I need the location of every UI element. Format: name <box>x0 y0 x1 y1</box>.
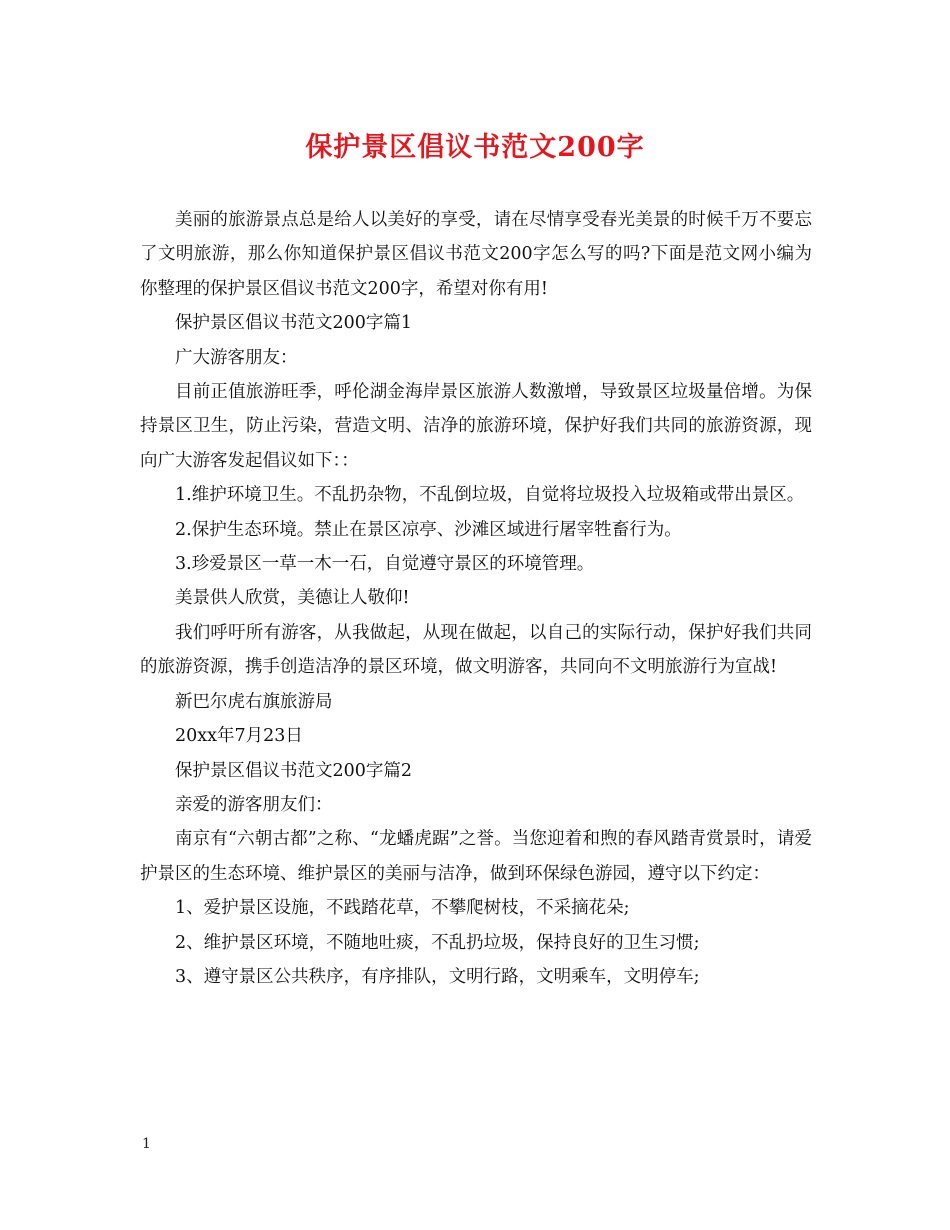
list-item: 2.保护生态环境。禁止在景区凉亭、沙滩区域进行屠宰牲畜行为。 <box>175 519 682 540</box>
body-paragraph: 我们呼吁所有游客，从我做起，从现在做起，以自己的实际行动，保护好我们共同的旅游资源，携手创造洁净的景区环境，做文明游客，共同向不文明旅游行为宣战! <box>140 622 812 678</box>
section-heading-1: 保护景区倡议书范文200字篇1 <box>175 313 413 334</box>
list-item: 1、爱护景区设施，不践踏花草，不攀爬树枝，不采摘花朵; <box>175 898 630 919</box>
list-item: 3.珍爱景区一草一木一石，自觉遵守景区的环境管理。 <box>175 554 595 575</box>
page-number: 1 <box>142 1136 151 1152</box>
body-paragraph: 目前正值旅游旺季，呼伦湖金海岸景区旅游人数激增，导致景区垃圾量倍增。为保持景区卫生，防止污染，营造文明、洁净的旅游环境，保护好我们共同的旅游资源，现向广大游客发起倡议如下：： <box>140 382 812 471</box>
list-item: 3、遵守景区公共秩序，有序排队，文明行路，文明乘车，文明停车; <box>175 966 700 987</box>
salutation-1: 广大游客朋友： <box>175 347 298 368</box>
intro-paragraph: 美丽的旅游景点总是给人以美好的享受，请在尽情享受春光美景的时候千万不要忘了文明旅游，那么你知道保护景区倡议书范文200字怎么写的吗?下面是范文网小编为你整理的保护景区倡议书范文200字，希望对你有用! <box>140 210 812 299</box>
salutation-2: 亲爱的游客朋友们： <box>175 794 333 815</box>
list-item: 2、维护景区环境，不随地吐痰，不乱扔垃圾，保持良好的卫生习惯; <box>175 932 700 953</box>
signature-date: 20xx年7月23日 <box>175 726 303 747</box>
list-item: 1.维护环境卫生。不乱扔杂物，不乱倒垃圾，自觉将垃圾投入垃圾箱或带出景区。 <box>175 485 805 506</box>
signature-org: 新巴尔虎右旗旅游局 <box>175 691 333 712</box>
body-paragraph: 南京有“六朝古都”之称、“龙蟠虎踞”之誉。当您迎着和煦的春风踏青赏景时，请爱护景区的生态环境、维护景区的美丽与洁净，做到环保绿色游园，遵守以下约定： <box>140 829 812 884</box>
section-heading-2: 保护景区倡议书范文200字篇2 <box>175 760 413 781</box>
body-paragraph: 美景供人欣赏，美德让人敬仰! <box>175 588 410 609</box>
document-title: 保护景区倡议书范文200字 <box>305 132 645 163</box>
document-body <box>140 203 812 994</box>
